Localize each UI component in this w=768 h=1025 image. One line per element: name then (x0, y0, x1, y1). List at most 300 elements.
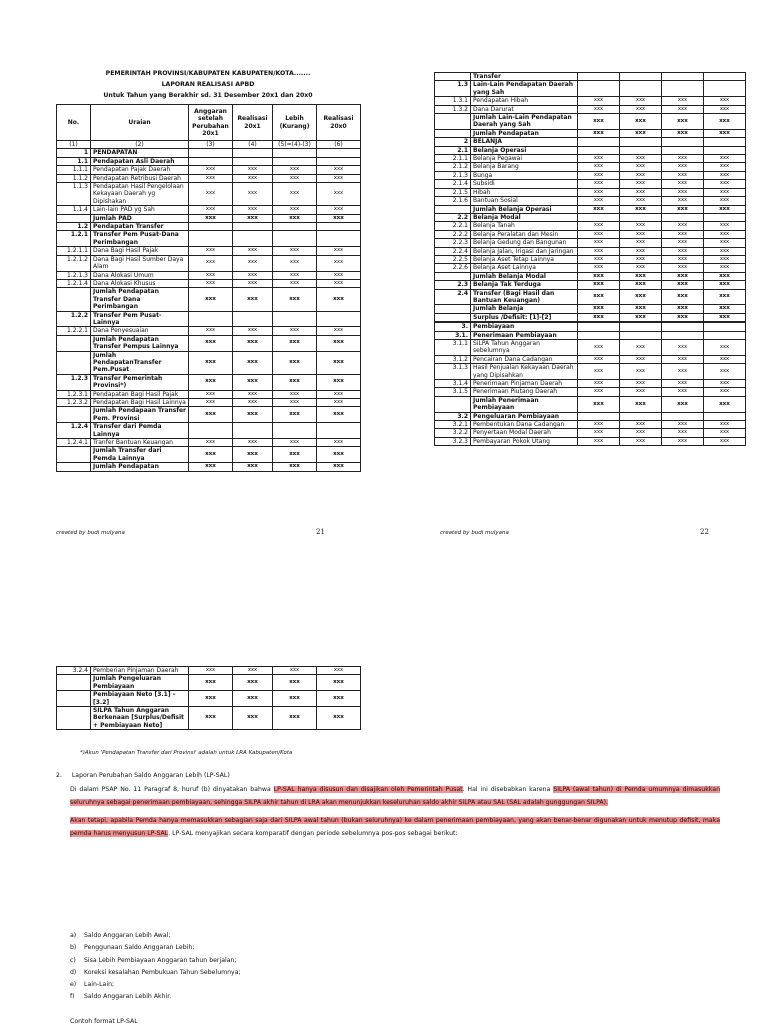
row-number: 1.1.1 (57, 166, 91, 174)
table-row (57, 247, 361, 255)
row-number: 2.4 (435, 289, 471, 305)
lra-table-continuation (56, 666, 361, 730)
table-row (57, 390, 361, 398)
lebih-kurang-cell: xxx (662, 171, 704, 179)
list-item (70, 942, 241, 954)
anggaran-cell: xxx (189, 390, 233, 398)
table-row (435, 289, 746, 305)
anggaran-cell: xxx (189, 166, 233, 174)
table-row (435, 313, 746, 321)
realisasi-lalu-cell: xxx (317, 399, 361, 407)
table-row (57, 271, 361, 279)
table-row (57, 351, 361, 374)
table-row (435, 114, 746, 130)
realisasi-cell: xxx (233, 335, 273, 351)
row-label: Penerimaan Pembiayaan (471, 331, 578, 339)
table-row (435, 239, 746, 247)
realisasi-cell: xxx (233, 174, 273, 182)
table-row (57, 667, 361, 675)
row-label: SILPA Tahun Anggaran Berkenaan [Surplus/Defisit + Pembiayaan Neto] (91, 707, 189, 730)
table-row (435, 97, 746, 105)
table-row (57, 675, 361, 691)
table-row (435, 364, 746, 380)
col-realisasi-20x1: Realisasi 20x1 (233, 105, 273, 141)
row-number (435, 73, 471, 81)
row-label: Belanja Modal (471, 213, 578, 221)
realisasi-cell: xxx (620, 421, 662, 429)
anggaran-cell: xxx (189, 691, 233, 707)
row-label: Pembiayaan Neto [3.1] –[3.2] (91, 691, 189, 707)
realisasi-cell: xxx (620, 171, 662, 179)
row-label: Belanja Aset Tetap Lainnya (471, 255, 578, 263)
realisasi-lalu-cell (704, 412, 746, 420)
anggaran-cell: xxx (189, 407, 233, 423)
table-row (435, 197, 746, 205)
page-21 (56, 70, 360, 472)
anggaran-cell: xxx (189, 327, 233, 335)
colnum-1: (1) (57, 141, 91, 149)
realisasi-cell (233, 157, 273, 165)
realisasi-cell: xxx (233, 399, 273, 407)
realisasi-lalu-cell: xxx (704, 205, 746, 213)
anggaran-cell (189, 157, 233, 165)
row-number (435, 313, 471, 321)
row-number: 2.2 (435, 213, 471, 221)
lebih-kurang-cell: xxx (662, 429, 704, 437)
realisasi-lalu-cell: xxx (317, 279, 361, 287)
row-number: 2.2.3 (435, 239, 471, 247)
row-number: 1.1 (57, 157, 91, 165)
table-row (57, 707, 361, 730)
footer-right: created by budi mulyana (440, 530, 509, 536)
realisasi-lalu-cell: xxx (704, 281, 746, 289)
anggaran-cell: xxx (578, 272, 620, 280)
realisasi-lalu-cell: xxx (317, 214, 361, 222)
list-item-text: Saldo Anggaran Lebih Akhir. (84, 993, 172, 1001)
realisasi-lalu-cell: xxx (704, 264, 746, 272)
anggaran-cell (578, 138, 620, 146)
realisasi-cell: xxx (620, 197, 662, 205)
anggaran-cell: xxx (578, 188, 620, 196)
realisasi-lalu-cell: xxx (317, 288, 361, 311)
anggaran-cell: xxx (578, 155, 620, 163)
anggaran-cell: xxx (578, 437, 620, 445)
row-number: 3.1.4 (435, 380, 471, 388)
row-number: 2.2.5 (435, 255, 471, 263)
realisasi-cell: xxx (620, 388, 662, 396)
row-number: 2.2.6 (435, 264, 471, 272)
lebih-kurang-cell (662, 73, 704, 81)
text-run: . LP-SAL menyajikan secara komparatif dengan periode sebelumnya pos-pos sebagai berikut: (168, 829, 458, 837)
text-run: Di dalam PSAP No. 11 Paragraf 8, huruf (b) dinyatakan bahwa (70, 786, 274, 793)
table-row (435, 105, 746, 113)
anggaran-cell: xxx (578, 239, 620, 247)
row-label: Penerimaan Piutang Daerah (471, 388, 578, 396)
page-number-left: 21 (316, 528, 325, 536)
realisasi-cell: xxx (233, 351, 273, 374)
realisasi-cell: xxx (620, 114, 662, 130)
table-row (57, 231, 361, 247)
anggaran-cell: xxx (189, 174, 233, 182)
row-number: 3.1.1 (435, 340, 471, 356)
realisasi-lalu-cell: xxx (704, 429, 746, 437)
colnum-6: (6) (317, 141, 361, 149)
row-label: Jumlah Penerimaan Pembiayaan (471, 396, 578, 412)
lebih-kurang-cell: xxx (662, 388, 704, 396)
row-number: 1.1.4 (57, 206, 91, 214)
row-number: 1.2.1.2 (57, 255, 91, 271)
realisasi-lalu-cell: xxx (704, 340, 746, 356)
lebih-kurang-cell: xxx (662, 222, 704, 230)
table-row (435, 138, 746, 146)
lebih-kurang-cell: xxx (273, 206, 317, 214)
row-label: Transfer Pemerintah Provinsi*) (91, 374, 189, 390)
table-row (57, 407, 361, 423)
realisasi-lalu-cell: xxx (704, 171, 746, 179)
col-lebih-kurang: Lebih (Kurang) (273, 105, 317, 141)
anggaran-cell (189, 423, 233, 439)
row-number: 3.2 (435, 412, 471, 420)
realisasi-lalu-cell: xxx (317, 447, 361, 463)
realisasi-lalu-cell (704, 81, 746, 97)
row-label: Transfer (471, 73, 578, 81)
row-number: 2.2.1 (435, 222, 471, 230)
anggaran-cell: xxx (578, 247, 620, 255)
anggaran-cell: xxx (578, 380, 620, 388)
lebih-kurang-cell: xxx (662, 305, 704, 313)
anggaran-cell: xxx (578, 396, 620, 412)
realisasi-lalu-cell: xxx (704, 188, 746, 196)
row-label: Jumlah PendapatanTransfer Pem.Pusat (91, 351, 189, 374)
lebih-kurang-cell: xxx (273, 447, 317, 463)
anggaran-cell: xxx (189, 675, 233, 691)
realisasi-cell (620, 331, 662, 339)
lebih-kurang-cell: xxx (662, 437, 704, 445)
section-title: Laporan Perubahan Saldo Anggaran Lebih (LP-SAL) (71, 772, 230, 779)
anggaran-cell: xxx (189, 255, 233, 271)
table-row (435, 255, 746, 263)
anggaran-cell: xxx (189, 271, 233, 279)
realisasi-cell: xxx (620, 355, 662, 363)
col-anggaran: Anggaran setelah Perubahan 20x1 (189, 105, 233, 141)
anggaran-cell: xxx (578, 313, 620, 321)
table-row (435, 247, 746, 255)
table-row (57, 335, 361, 351)
lebih-kurang-cell (662, 138, 704, 146)
section-body (56, 784, 720, 840)
anggaran-cell: xxx (578, 171, 620, 179)
realisasi-cell: xxx (620, 289, 662, 305)
anggaran-cell: xxx (578, 97, 620, 105)
row-label: Jumlah Pengeluaran Pembiayaan (91, 675, 189, 691)
anggaran-cell: xxx (189, 707, 233, 730)
anggaran-cell: xxx (578, 429, 620, 437)
table-row (435, 81, 746, 97)
lebih-kurang-cell: xxx (273, 279, 317, 287)
table-row (435, 230, 746, 238)
lebih-kurang-cell: xxx (273, 327, 317, 335)
realisasi-lalu-cell (317, 423, 361, 439)
row-label: Pendapatan Pajak Daerah (91, 166, 189, 174)
table-row (57, 255, 361, 271)
row-label: SiLPA Tahun Anggaran sebelumnya (471, 340, 578, 356)
row-label: Jumlah PAD (91, 214, 189, 222)
row-number: 2.3 (435, 281, 471, 289)
row-label: Transfer (Bagi Hasil dan Bantuan Keuangan) (471, 289, 578, 305)
lebih-kurang-cell: xxx (662, 239, 704, 247)
list-item (70, 991, 241, 1003)
row-label: Pendapatan Bagi Hasil Lainnya (91, 399, 189, 407)
row-label: PENDAPATAN (91, 149, 189, 157)
realisasi-lalu-cell: xxx (317, 691, 361, 707)
lebih-kurang-cell (273, 231, 317, 247)
anggaran-cell: xxx (578, 222, 620, 230)
realisasi-lalu-cell (317, 149, 361, 157)
lebih-kurang-cell: xxx (662, 289, 704, 305)
row-number: 2.1.2 (435, 163, 471, 171)
row-label: Pengeluaran Pembiayaan (471, 412, 578, 420)
row-label: Tranfer Bantuan Keuangan (91, 439, 189, 447)
lebih-kurang-cell: xxx (273, 691, 317, 707)
row-label: Jumlah Belanja (471, 305, 578, 313)
row-number: 2.1.6 (435, 197, 471, 205)
anggaran-cell: xxx (189, 206, 233, 214)
table-row (57, 166, 361, 174)
lp-sal-items (70, 930, 241, 1004)
anggaran-cell: xxx (578, 289, 620, 305)
lra-table-left (56, 104, 361, 472)
realisasi-lalu-cell: xxx (317, 206, 361, 214)
row-number (57, 691, 91, 707)
row-label: Pemberian Pinjaman Daerah (91, 667, 189, 675)
report-header (56, 70, 360, 100)
realisasi-cell (620, 73, 662, 81)
header-line-1: PEMERINTAH PROVINSI/KABUPATEN KABUPATEN/KOTA....... (105, 70, 311, 77)
row-label: Jumlah Pendapatan Transfer Dana Perimbangan (91, 288, 189, 311)
row-label: Dana Alokasi Umum (91, 271, 189, 279)
realisasi-lalu-cell: xxx (317, 390, 361, 398)
lebih-kurang-cell: xxx (273, 214, 317, 222)
row-number: 2.2.4 (435, 247, 471, 255)
row-label: Jumlah Pendapaan Transfer Pem. Provinsi (91, 407, 189, 423)
table-row (57, 149, 361, 157)
realisasi-cell (620, 146, 662, 154)
realisasi-cell: xxx (620, 222, 662, 230)
table-row (57, 157, 361, 165)
realisasi-cell (233, 311, 273, 327)
header-line-3: Untuk Tahun yang Berakhir sd. 31 Desember 20x1 dan 20x0 (103, 92, 313, 99)
page-number-right: 22 (700, 528, 709, 536)
realisasi-cell: xxx (620, 230, 662, 238)
lebih-kurang-cell: xxx (662, 281, 704, 289)
lebih-kurang-cell: xxx (273, 174, 317, 182)
row-label: Jumlah Belanja Operasi (471, 205, 578, 213)
realisasi-cell: xxx (620, 255, 662, 263)
row-number (435, 205, 471, 213)
col-realisasi-20x0: Realisasi 20x0 (317, 105, 361, 141)
row-label: Pendapatan Transfer (91, 223, 189, 231)
row-number: 2.2.2 (435, 230, 471, 238)
realisasi-lalu-cell: xxx (704, 305, 746, 313)
lebih-kurang-cell: xxx (662, 421, 704, 429)
lebih-kurang-cell: xxx (662, 114, 704, 130)
row-label: Belanja Barang (471, 163, 578, 171)
row-label: Pembentukan Dana Cadangan (471, 421, 578, 429)
row-label: Bantuan Sosial (471, 197, 578, 205)
row-number: 3.1.5 (435, 388, 471, 396)
lebih-kurang-cell: xxx (662, 205, 704, 213)
table-row (435, 171, 746, 179)
lebih-kurang-cell: xxx (662, 180, 704, 188)
row-label: Jumlah Belanja Modal (471, 272, 578, 280)
realisasi-cell: xxx (620, 305, 662, 313)
row-number: 1.2.1.3 (57, 271, 91, 279)
realisasi-lalu-cell: xxx (317, 271, 361, 279)
realisasi-lalu-cell: xxx (317, 374, 361, 390)
realisasi-lalu-cell: xxx (317, 667, 361, 675)
row-label: Penerimaan Pinjaman Daerah (471, 380, 578, 388)
lebih-kurang-cell: xxx (273, 439, 317, 447)
table-row (435, 146, 746, 154)
row-label: Pendapatan Retribusi Daerah (91, 174, 189, 182)
realisasi-lalu-cell: xxx (704, 421, 746, 429)
list-item (70, 955, 241, 967)
realisasi-cell: xxx (620, 380, 662, 388)
row-number: 1.2.3.1 (57, 390, 91, 398)
anggaran-cell: xxx (189, 279, 233, 287)
lebih-kurang-cell: xxx (662, 155, 704, 163)
paragraph-1 (56, 784, 720, 809)
realisasi-lalu-cell: xxx (317, 327, 361, 335)
table-row (435, 73, 746, 81)
table-row (435, 412, 746, 420)
row-label: Pembayaran Pokok Utang (471, 437, 578, 445)
section-heading (56, 772, 230, 779)
realisasi-cell: xxx (620, 180, 662, 188)
lebih-kurang-cell: xxx (273, 667, 317, 675)
row-number: 1.2.2.1 (57, 327, 91, 335)
lebih-kurang-cell: xxx (273, 183, 317, 206)
highlighted-text: LP-SAL hanya disusun dan disajikan oleh Pemerintah Pusat (273, 786, 463, 793)
anggaran-cell: xxx (189, 183, 233, 206)
row-label: Lain-lain PAD yg Sah (91, 206, 189, 214)
footnote: *)Akun 'Pendapatan Transfer dari Provinsi' adalah untuk LRA Kabupaten/Kota (80, 750, 293, 756)
table-row (57, 311, 361, 327)
table-row (435, 331, 746, 339)
table-row (435, 272, 746, 280)
anggaran-cell: xxx (189, 667, 233, 675)
lebih-kurang-cell: xxx (662, 105, 704, 113)
row-number (435, 272, 471, 280)
colnum-3: (3) (189, 141, 233, 149)
realisasi-cell: xxx (620, 155, 662, 163)
row-number: 2.1.5 (435, 188, 471, 196)
table-row (435, 396, 746, 412)
table-row (435, 388, 746, 396)
table-row (57, 279, 361, 287)
row-number (57, 707, 91, 730)
table-row (435, 429, 746, 437)
anggaran-cell: xxx (189, 463, 233, 471)
colnum-2: (2) (91, 141, 189, 149)
lebih-kurang-cell (662, 81, 704, 97)
table-row (435, 380, 746, 388)
row-label: Pendapatan Asli Daerah (91, 157, 189, 165)
anggaran-cell (189, 231, 233, 247)
row-label: Hibah (471, 188, 578, 196)
row-number: 1.2.3.2 (57, 399, 91, 407)
row-label: Dana Bagi Hasil Sumber Daya Alam (91, 255, 189, 271)
lebih-kurang-cell: xxx (273, 407, 317, 423)
realisasi-cell: xxx (620, 272, 662, 280)
row-number: 2.1.1 (435, 155, 471, 163)
realisasi-cell: xxx (233, 439, 273, 447)
row-label: Bunga (471, 171, 578, 179)
page-continuation (56, 666, 360, 730)
realisasi-cell: xxx (620, 437, 662, 445)
lebih-kurang-cell: xxx (662, 97, 704, 105)
realisasi-lalu-cell: xxx (704, 197, 746, 205)
realisasi-lalu-cell: xxx (704, 388, 746, 396)
realisasi-lalu-cell: xxx (704, 163, 746, 171)
row-number (57, 447, 91, 463)
lebih-kurang-cell (662, 146, 704, 154)
table-row (435, 305, 746, 313)
realisasi-cell: xxx (233, 214, 273, 222)
row-number (435, 114, 471, 130)
lebih-kurang-cell: xxx (662, 396, 704, 412)
realisasi-lalu-cell: xxx (704, 255, 746, 263)
realisasi-cell (620, 412, 662, 420)
list-item-label: e) (70, 981, 77, 989)
table-row (435, 155, 746, 163)
row-number: 3.2.3 (435, 437, 471, 445)
anggaran-cell: xxx (189, 288, 233, 311)
list-item-label: f) (70, 993, 75, 1001)
row-number (57, 463, 91, 471)
realisasi-lalu-cell: xxx (317, 351, 361, 374)
row-number: 3.1. (435, 331, 471, 339)
lebih-kurang-cell: xxx (662, 163, 704, 171)
row-label: Jumlah Pendapatan (91, 463, 189, 471)
realisasi-cell: xxx (233, 447, 273, 463)
realisasi-lalu-cell: xxx (317, 255, 361, 271)
row-label: Transfer dari Pemda Lainnya (91, 423, 189, 439)
table-row (57, 206, 361, 214)
anggaran-cell: xxx (578, 305, 620, 313)
realisasi-cell: xxx (233, 463, 273, 471)
anggaran-cell (578, 323, 620, 331)
section-number: 2. (56, 772, 62, 779)
realisasi-cell (233, 423, 273, 439)
table-row (57, 327, 361, 335)
realisasi-lalu-cell: xxx (317, 407, 361, 423)
list-item-label: a) (70, 932, 77, 939)
realisasi-cell: xxx (233, 206, 273, 214)
realisasi-lalu-cell (317, 223, 361, 231)
trailing-caption: Contoh format LP-SAL (70, 1018, 138, 1025)
lebih-kurang-cell (662, 213, 704, 221)
realisasi-cell: xxx (233, 390, 273, 398)
colnum-5: (5)=(4)-(3) (273, 141, 317, 149)
anggaran-cell (578, 81, 620, 97)
lebih-kurang-cell (273, 157, 317, 165)
row-label: Surplus /Defisit: [1]-[2] (471, 313, 578, 321)
row-number: 1.1.3 (57, 183, 91, 206)
row-number (57, 335, 91, 351)
realisasi-lalu-cell: xxx (704, 155, 746, 163)
anggaran-cell (189, 311, 233, 327)
